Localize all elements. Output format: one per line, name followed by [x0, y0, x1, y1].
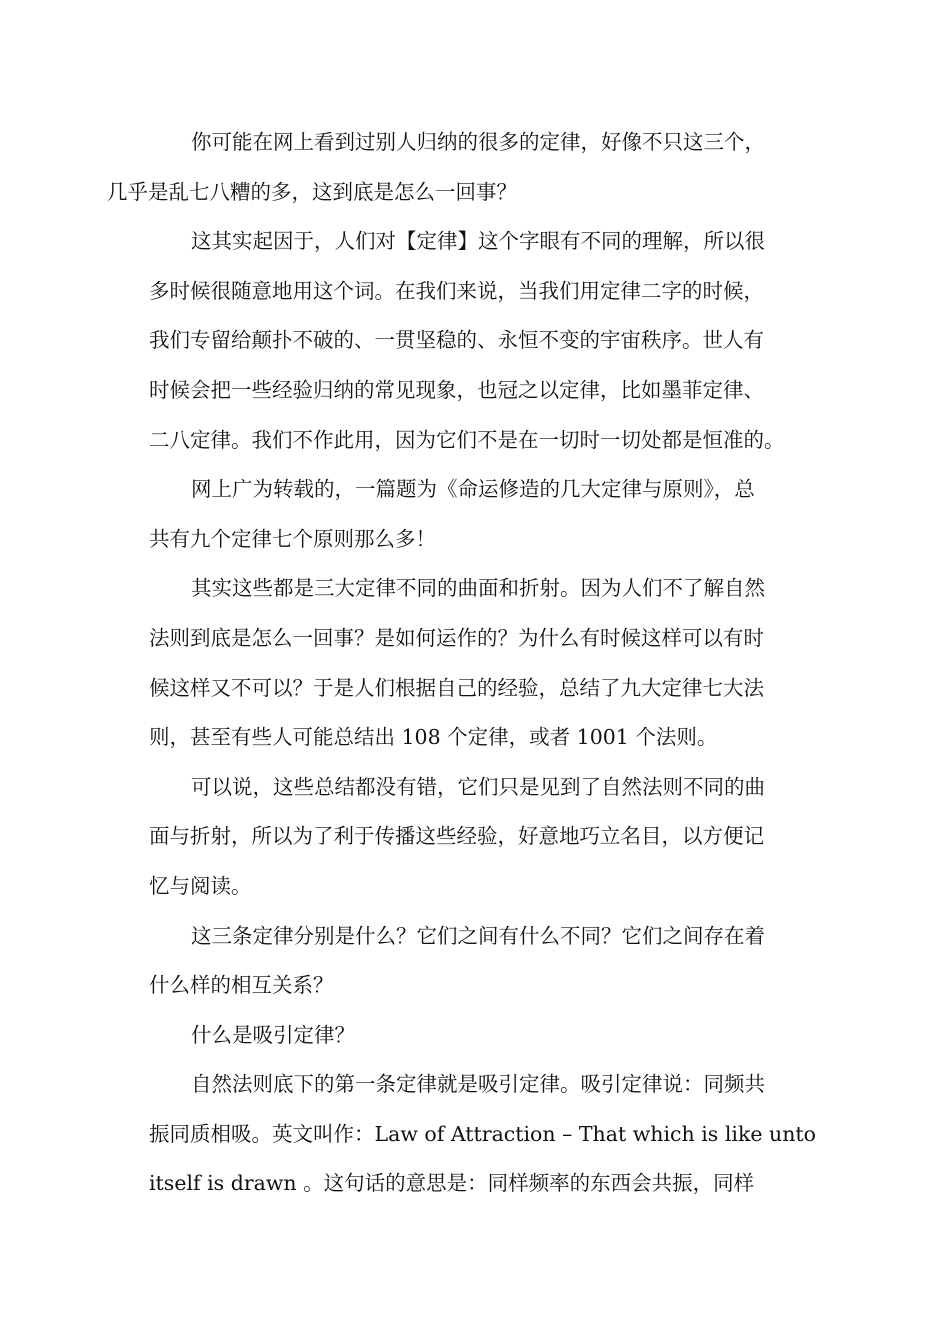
paragraph-2 — [149, 217, 805, 465]
text-line: 二八定律。我们不作此用，因为它们不是在一切时一切处都是恒准的。 — [149, 427, 785, 452]
text-line: 忆与阅读。 — [149, 873, 252, 898]
text-line: 其实这些都是三大定律不同的曲面和折射。因为人们不了解自然 — [191, 576, 765, 601]
text-line: 多时候很随意地用这个词。在我们来说，当我们用定律二字的时候， — [149, 278, 764, 303]
text-line: 你可能在网上看到过别人归纳的很多的定律，好像不只这三个， — [191, 130, 765, 154]
text-line: 几乎是乱七八糟的多，这到底是怎么一回事？ — [107, 179, 517, 204]
text-line: 我们专留给颠扑不破的、一贯坚稳的、永恒不变的宇宙秩序。世人有 — [149, 328, 764, 353]
text-line: 共有九个定律七个原则那么多！ — [149, 526, 436, 551]
text-line: 振同质相吸。英文叫作：Law of Attraction – That which is like unto — [149, 1121, 817, 1146]
paragraph-7 — [149, 1060, 817, 1209]
text-line: 这三条定律分别是什么？它们之间有什么不同？它们之间存在着 — [191, 923, 765, 948]
paragraph-3 — [149, 465, 805, 564]
section-heading — [149, 1011, 805, 1061]
paragraph-1 — [107, 118, 805, 217]
paragraph-6 — [149, 912, 805, 1011]
text-line: 自然法则底下的第一条定律就是吸引定律。吸引定律说：同频共 — [191, 1072, 765, 1097]
text-line: 什么样的相互关系？ — [149, 973, 334, 998]
text-line: 则，甚至有些人可能总结出 108 个定律，或者 1001 个法则。 — [149, 725, 718, 750]
text-line: 什么是吸引定律？ — [191, 1022, 355, 1047]
text-line: 法则到底是怎么一回事？是如何运作的？为什么有时候这样可以有时 — [149, 625, 764, 650]
text-line: 候这样又不可以？于是人们根据自己的经验，总结了九大定律七大法 — [149, 675, 764, 700]
paragraph-4 — [149, 564, 805, 762]
text-line: 这其实起因于，人们对【定律】这个字眼有不同的理解，所以很 — [191, 229, 765, 254]
document-body — [107, 118, 817, 1209]
text-line: 可以说，这些总结都没有错，它们只是见到了自然法则不同的曲 — [191, 774, 765, 799]
text-line: 时候会把一些经验归纳的常见现象，也冠之以定律，比如墨菲定律、 — [149, 377, 764, 402]
text-line: itself is drawn 。这句话的意思是：同样频率的东西会共振，同样 — [149, 1171, 755, 1196]
text-line: 网上广为转载的，一篇题为《命运修造的几大定律与原则》，总 — [191, 477, 755, 502]
paragraph-5 — [149, 763, 805, 912]
text-line: 面与折射，所以为了利于传播这些经验，好意地巧立名目，以方便记 — [149, 824, 764, 849]
